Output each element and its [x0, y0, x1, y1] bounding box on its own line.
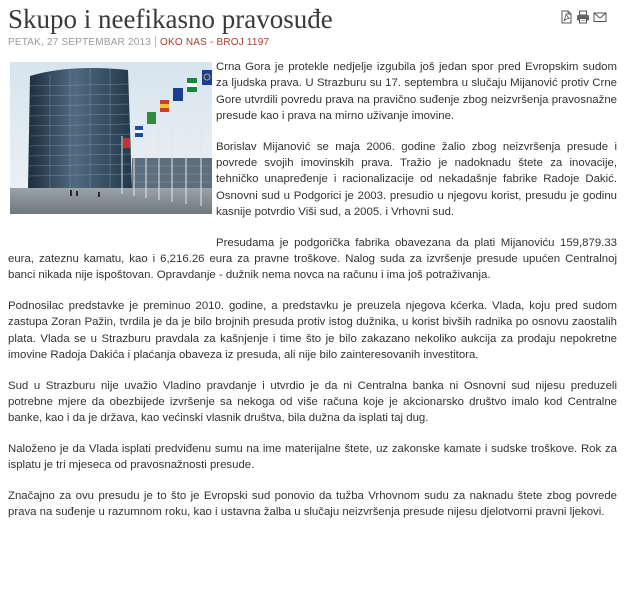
article-paragraph: Crna Gora je protekle nedjelje izgubila još jedan spor pred Evropskim sudom za ljudska prava. U Strazburu su 17. septembra u slučaju Mijanović protiv Crne Gore utvrdili povredu prava na pravično suđenje zbog neizvršenja pravosnažne presude kao i prava na mirno uživanje imovine.	[216, 61, 617, 123]
article-paragraph: Naloženo je da Vlada isplati predviđenu sumu na ime materijalne štete, uz zakonske kamate i sudske troškove. Rok za isplatu je tri mjeseca od pravosnažnosti presude.	[8, 442, 617, 472]
article-paragraph: Presudama je podgorička fabrika obavezana da plati Mijanoviću 159,879.33 eura, zateznu kamatu, kao i 6,216.26 eura za pravne troškove. Nalog suda za izvršenje presude upućen Centralnoj banci nikada nije ispoštovan. Opravdanje - dužnik nema novca na računu i ima još potraživanja.	[8, 236, 617, 282]
article-paragraph: Značajno za ovu presudu je to što je Evropski sud ponovio da tužba Vrhovnom sudu za naknadu štete zbog povrede prava na suđenje u razumnom roku, kao i ustavna žalba u slučaju neizvršenja presude nijesu djelotvorni pravni ljekovi.	[8, 489, 617, 518]
email-icon[interactable]	[593, 10, 607, 24]
article-tools	[559, 10, 607, 24]
article-date: PETAK, 27 SEPTEMBAR 2013	[8, 37, 152, 48]
article-body	[8, 59, 617, 520]
meta-divider	[155, 36, 156, 47]
pdf-icon[interactable]	[559, 10, 573, 24]
article-paragraph: Podnosilac predstavke je preminuo 2010. godine, a predstavku je preuzela njegova kćerka. Vlada, koju pred sudom zastupa Zoran Pažin, tvrdila je da je bilo brojnih presuda protiv istog dužnika, u korist bivših radnika po osnovu zaostalih plata. Vlada se u Strazburu pravdala za kašnjenje i time što je bilo zakazano nekoliko aukcija za prodaju nepokretne imovine Radoja Dakića i plaćanja obaveza iz presuda, ali nije bilo zainteresovanih investitora.	[8, 299, 617, 362]
article-section[interactable]: OKO NAS - BROJ 1197	[160, 37, 270, 48]
article-paragraph: Borislav Mijanović se maja 2006. godine žalio zbog neizvršenja presude i povrede svojih imovinskih prava. Tražio je nadoknadu štete za inovacije, tehničko unapređenje i racionalizacije od nekadašnje fabrike Radoje Dakić. Osnovni sud u Podgorici je 2003. presudio u njegovu korist, presudu je godinu kasnije potvrdio Viši sud, a 2005. i Vrhovni sud.	[216, 140, 617, 219]
print-icon[interactable]	[576, 10, 590, 24]
article-meta	[8, 36, 269, 49]
article-paragraph: Sud u Strazburu nije uvažio Vladino pravdanje i utvrdio je da ni Centralna banka ni Osnovni sud nijesu preduzeli potrebne mjere da obezbijede izvršenje sa nekoga od više računa koje je akcionarsko društvo imalo kod Centralne banke, kao i da je država, kao većinski vlasnik društva, bila dužna da isplati taj dug.	[8, 379, 617, 425]
article-title: Skupo i neefikasno pravosuđe	[8, 4, 333, 34]
